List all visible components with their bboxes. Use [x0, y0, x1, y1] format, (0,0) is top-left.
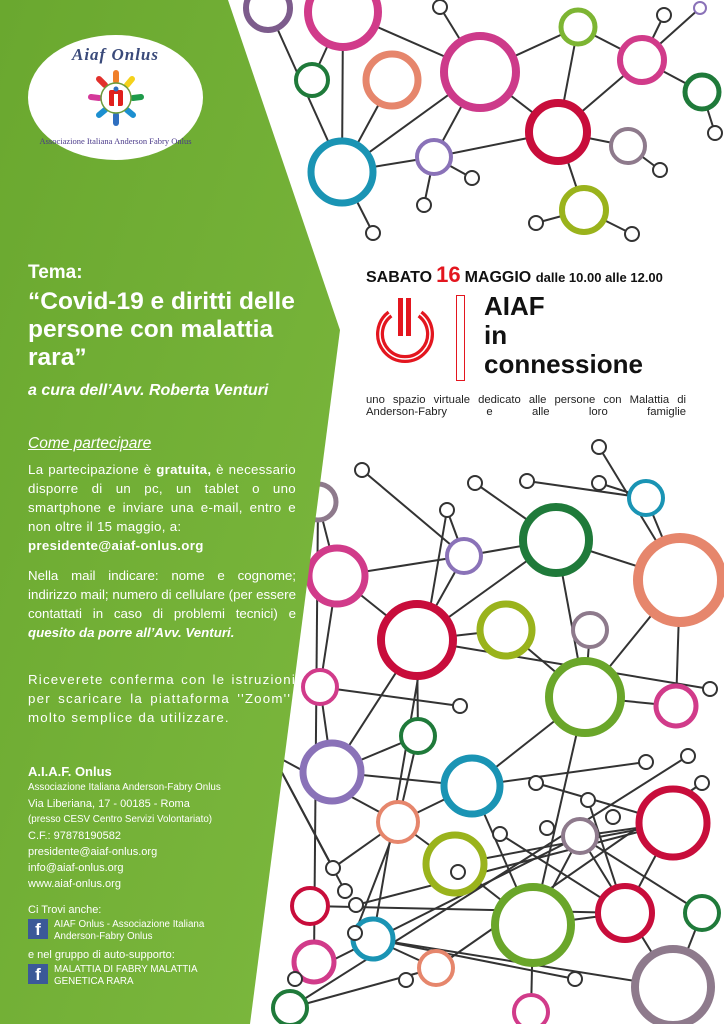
logo-subtitle: Associazione Italiana Anderson Fabry Onlus: [39, 136, 192, 146]
event-time: dalle 10.00 alle 12.00: [535, 270, 663, 285]
p2-bold: quesito da porre all’Avv. Venturi.: [28, 625, 235, 640]
find-us-label: Ci Trovi anche:: [28, 904, 102, 916]
event-title-line3: connessione: [484, 349, 643, 379]
facebook-group-name: MALATTIA DI FABRY MALATTIA GENETICA RARA: [54, 964, 198, 987]
how-to-paragraph-2: [28, 566, 296, 642]
power-icon: [372, 292, 438, 368]
p1-text-end: è necessario disporre di un pc, un tablet o uno smartphone e inviare una e-mail, entro e non oltre il 15 maggio, a:: [28, 462, 296, 534]
theme-label: Tema:: [28, 262, 83, 283]
event-title-line1: AIAF: [484, 291, 545, 321]
org-address: Via Liberiana, 17 - 00185 - Roma: [28, 798, 190, 810]
facebook-page-link[interactable]: [28, 919, 244, 943]
how-to-paragraph-3: Riceverete conferma con le istruzioni per scaricare la piattaforma ''Zoom'', molto semplice da utilizzare.: [28, 672, 296, 725]
event-title: [484, 292, 643, 379]
contact-email-link[interactable]: presidente@aiaf-onlus.org: [28, 538, 204, 553]
p2-text: Nella mail indicare: nome e cognome; indirizzo mail; numero di cellulare (per essere contattati in caso di problemi tecnici) e: [28, 568, 296, 621]
organization-info: [28, 764, 221, 892]
org-email-info[interactable]: info@aiaf-onlus.org: [28, 862, 124, 874]
theme-title: “Covid-19 e diritti delle persone con malattia rara”: [28, 288, 295, 371]
facebook-icon: f: [28, 964, 48, 984]
p1-bold: gratuita,: [156, 462, 212, 477]
divider-bar: [456, 295, 465, 381]
event-title-line2: in: [484, 320, 508, 350]
how-to-paragraph-1: [28, 460, 296, 555]
aiaf-logo: [28, 35, 203, 160]
facebook-icon: f: [28, 919, 48, 939]
people-circle-icon: [85, 67, 147, 129]
org-address-note: (presso CESV Centro Servizi Volontariato): [28, 814, 213, 825]
how-to-title: Come partecipare: [28, 435, 152, 452]
facebook-page-name: AIAF Onlus - Associazione Italiana Anderson-Fabry Onlus: [54, 919, 205, 942]
group-intro: e nel gruppo di auto-supporto:: [28, 949, 175, 961]
event-date-number: 16: [436, 262, 461, 287]
event-day: SABATO: [366, 269, 433, 286]
event-month: MAGGIO: [464, 269, 532, 286]
theme-author: a cura dell’Avv. Roberta Venturi: [28, 382, 269, 399]
org-website[interactable]: www.aiaf-onlus.org: [28, 878, 121, 890]
facebook-group-link[interactable]: [28, 964, 244, 988]
event-subtitle: uno spazio virtuale dedicato alle persone con Malattia di Anderson-Fabry e alle loro famiglie: [366, 394, 686, 418]
logo-title: Aiaf Onlus: [72, 45, 159, 64]
social-section: [28, 904, 244, 988]
p1-text: La partecipazione è: [28, 462, 157, 477]
org-email-president[interactable]: presidente@aiaf-onlus.org: [28, 846, 158, 858]
org-full-name: Associazione Italiana Anderson-Fabry Onlus: [28, 782, 221, 793]
org-name: A.I.A.F. Onlus: [28, 764, 112, 779]
org-tax-code: C.F.: 97878190582: [28, 830, 121, 842]
event-date: [366, 262, 663, 288]
